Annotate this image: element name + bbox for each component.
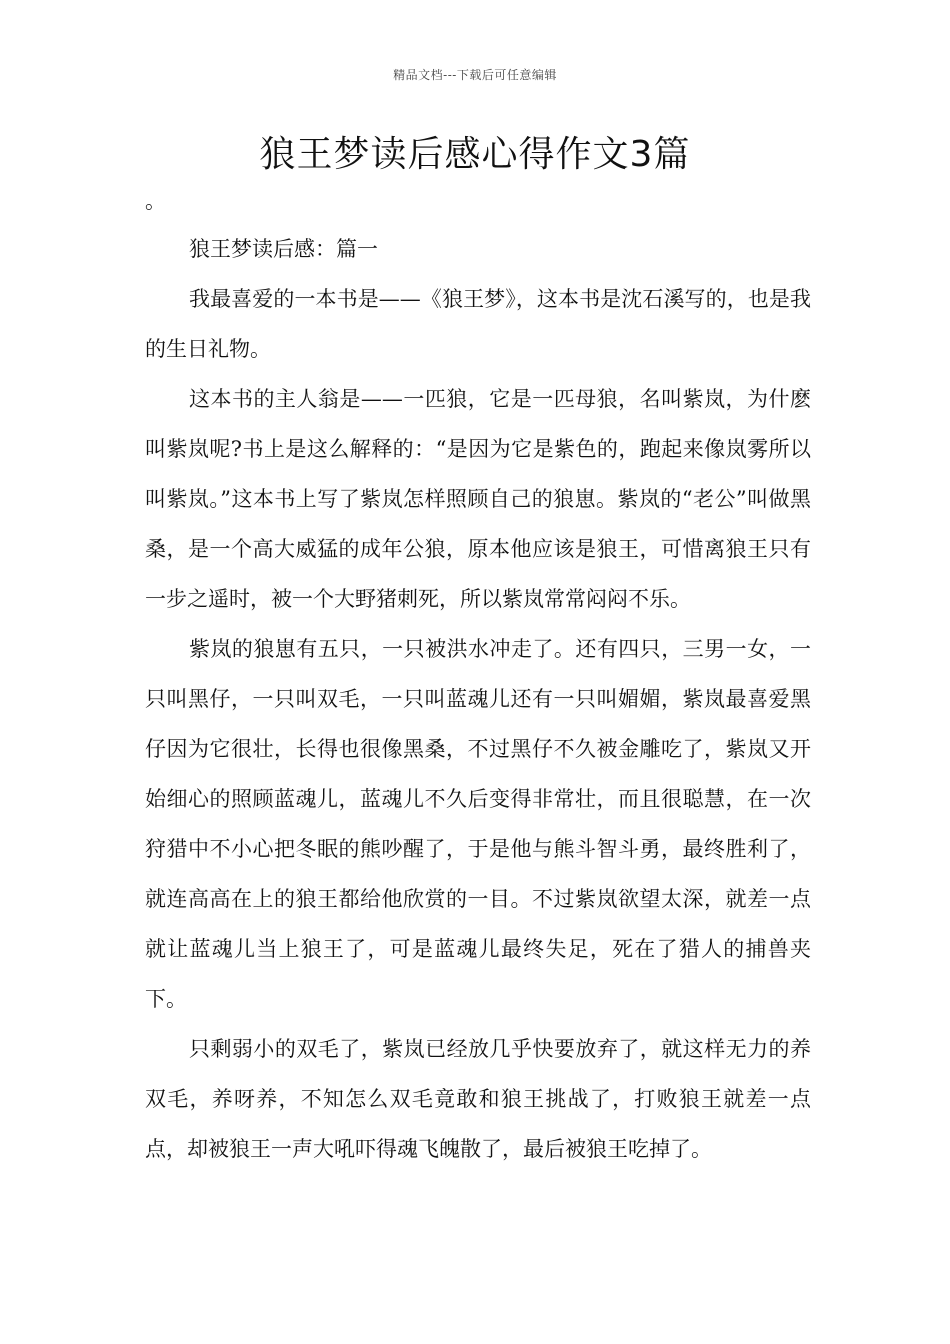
page-header: 精品文档---下载后可任意编辑 [393, 68, 557, 82]
paragraph-4: 只剩弱小的双毛了，紫岚已经放几乎快要放弃了，就这样无力的养双毛，养呀养，不知怎么双毛竟敢和狼王挑战了，打败狼王就差一点点，却被狼王一声大吼吓得魂飞魄散了，最后被狼王吃掉了。 [145, 1037, 811, 1161]
document-title: 狼王梦读后感心得作文3篇 [259, 134, 691, 175]
document-body [145, 186, 811, 1174]
paragraph-3: 紫岚的狼崽有五只，一只被洪水冲走了。还有四只，三男一女，一只叫黑仔，一只叫双毛，一只叫蓝魂儿还有一只叫媚媚，紫岚最喜爱黑仔因为它很壮，长得也很像黑桑，不过黑仔不久被金雕吃了，紫岚又开始细心的照顾蓝魂儿，蓝魂儿不久后变得非常壮，而且很聪慧，在一次狩猎中不小心把冬眠的熊吵醒了，于是他与熊斗智斗勇，最终胜利了，就连高高在上的狼王都给他欣赏的一目。不过紫岚欲望太深，就差一点就让蓝魂儿当上狼王了，可是蓝魂儿最终失足，死在了猎人的捕兽夹下。 [145, 637, 811, 1011]
paragraph-1: 我最喜爱的一本书是——《狼王梦》，这本书是沈石溪写的，也是我的生日礼物。 [145, 287, 811, 361]
section-subtitle: 狼王梦读后感：篇一 [189, 237, 378, 261]
paragraph-2: 这本书的主人翁是——一匹狼，它是一匹母狼，名叫紫岚，为什麽叫紫岚呢?书上是这么解释的：“是因为它是紫色的，跑起来像岚雾所以叫紫岚。”这本书上写了紫岚怎样照顾自己的狼崽。紫岚的“老公”叫做黑桑，是一个高大威猛的成年公狼，原本他应该是狼王，可惜离狼王只有一步之遥时，被一个大野猪刺死，所以紫岚常常闷闷不乐。 [145, 387, 811, 611]
lead-punctuation: 。 [145, 189, 166, 213]
